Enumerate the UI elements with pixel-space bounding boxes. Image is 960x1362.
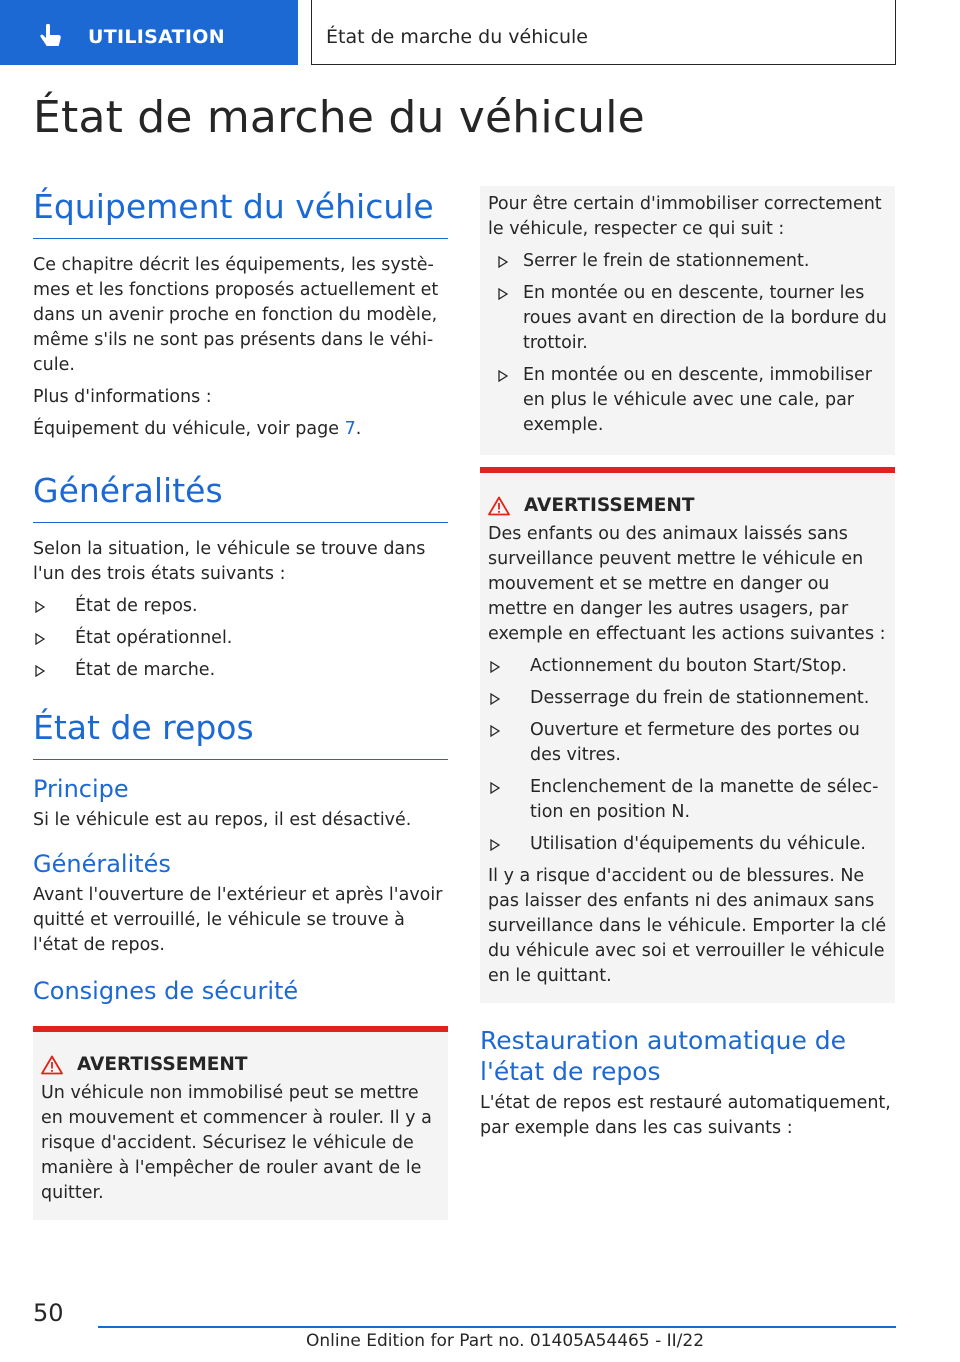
- restore-heading: Restauration automatique de l'état de repos: [480, 1026, 847, 1086]
- list-item: Enclenchement de la manette de sélec-tion en position N.: [488, 775, 887, 825]
- triangle-bullet-icon: [35, 633, 45, 645]
- list-item: Serrer le frein de stationnement.: [488, 249, 887, 274]
- states-list: [33, 594, 448, 683]
- warning-list: [488, 654, 887, 857]
- list-item: Desserrage du frein de stationnement.: [488, 686, 887, 711]
- list-item: Ouverture et fermeture des portes ou des vitres.: [488, 718, 887, 768]
- chapter-header: [311, 0, 896, 65]
- triangle-bullet-icon: [498, 256, 508, 268]
- edition-text: Online Edition for Part no. 01405A54465 - II/22: [306, 1331, 705, 1351]
- list-item: État opérationnel.: [33, 626, 448, 651]
- warning-text: Un véhicule non immobilisé peut se mettre en mouvement et commencer à rouler. Il y a risque d'accident. Sécurisez le véhicule de manière à l'empêcher de rouler avant de le quitter.: [41, 1083, 432, 1203]
- triangle-bullet-icon: [490, 693, 500, 705]
- warning-box: [33, 1026, 448, 1220]
- info-list: [488, 249, 887, 438]
- hand-pointer-icon: [36, 24, 64, 50]
- principle-paragraph: Si le véhicule est au repos, il est désactivé.: [33, 810, 412, 830]
- warning-box-children: [480, 467, 895, 1003]
- triangle-bullet-icon: [498, 288, 508, 300]
- triangle-bullet-icon: [490, 782, 500, 794]
- triangle-bullet-icon: [490, 725, 500, 737]
- more-info-label: Plus d'informations :: [33, 387, 212, 407]
- list-item: En montée ou en descente, immobiliser en plus le véhicule avec une cale, par exemple.: [488, 363, 887, 438]
- equipment-heading: Équipement du véhicule: [33, 186, 448, 239]
- page-link[interactable]: 7: [344, 419, 356, 439]
- restore-paragraph: L'état de repos est restauré automatiquement, par exemple dans les cas suivants :: [480, 1093, 891, 1138]
- footer-divider: [98, 1326, 896, 1328]
- info-box: [480, 186, 895, 455]
- warning-title: AVERTISSEMENT: [488, 495, 887, 516]
- warning-conclusion: Il y a risque d'accident ou de blessures. Ne pas laisser des enfants ni des animaux sans surveillance dans le véhicule. Emporter la clé du véhicule avec soi et verrouiller le véhicule en le quittant.: [488, 866, 887, 986]
- warning-paragraph: Des enfants ou des animaux laissés sans surveillance peuvent mettre le véhicule en mouvement et se mettre en danger ou mettre en danger les autres usagers, par exemple en effectuant les actions suivantes :: [488, 524, 886, 644]
- triangle-bullet-icon: [35, 601, 45, 613]
- list-item: Utilisation d'équipements du véhicule.: [488, 832, 887, 857]
- general-subheading: Généralités: [33, 850, 171, 878]
- equipment-paragraph: Ce chapitre décrit les équipements, les systè-mes et les fonctions proposés actuellement et dans un avenir proche en fonction du modèle, même s'ils ne sont pas présents dans le véhi-cule.: [33, 255, 439, 375]
- warning-title: AVERTISSEMENT: [41, 1054, 440, 1075]
- info-paragraph: Pour être certain d'immobiliser correctement le véhicule, respecter ce qui suit :: [488, 194, 882, 239]
- triangle-bullet-icon: [498, 370, 508, 382]
- list-item: État de marche.: [33, 658, 448, 683]
- warning-icon: [488, 496, 510, 516]
- section-tab: [0, 0, 298, 65]
- list-item: État de repos.: [33, 594, 448, 619]
- general-paragraph: Selon la situation, le véhicule se trouve dans l'un des trois états suivants :: [33, 539, 426, 584]
- general-heading: Généralités: [33, 470, 448, 523]
- warning-icon: [41, 1055, 63, 1075]
- page-number: 50: [33, 1299, 64, 1327]
- right-column: [480, 186, 895, 1148]
- rest-state-heading: État de repos: [33, 707, 448, 760]
- general-sub-paragraph: Avant l'ouverture de l'extérieur et après l'avoir quitté et verrouillé, le véhicule se trouve à l'état de repos.: [33, 885, 443, 955]
- list-item: Actionnement du bouton Start/Stop.: [488, 654, 887, 679]
- equipment-reference: Équipement du véhicule, voir page 7.: [33, 419, 362, 439]
- triangle-bullet-icon: [490, 839, 500, 851]
- chapter-label: État de marche du véhicule: [326, 26, 588, 48]
- triangle-bullet-icon: [35, 665, 45, 677]
- page-title: État de marche du véhicule: [33, 92, 645, 143]
- left-column: [33, 186, 448, 1220]
- list-item: En montée ou en descente, tourner les roues avant en direction de la bordure du trottoir.: [488, 281, 887, 356]
- section-label: UTILISATION: [88, 26, 225, 48]
- triangle-bullet-icon: [490, 661, 500, 673]
- safety-heading: Consignes de sécurité: [33, 977, 299, 1005]
- principle-heading: Principe: [33, 775, 129, 803]
